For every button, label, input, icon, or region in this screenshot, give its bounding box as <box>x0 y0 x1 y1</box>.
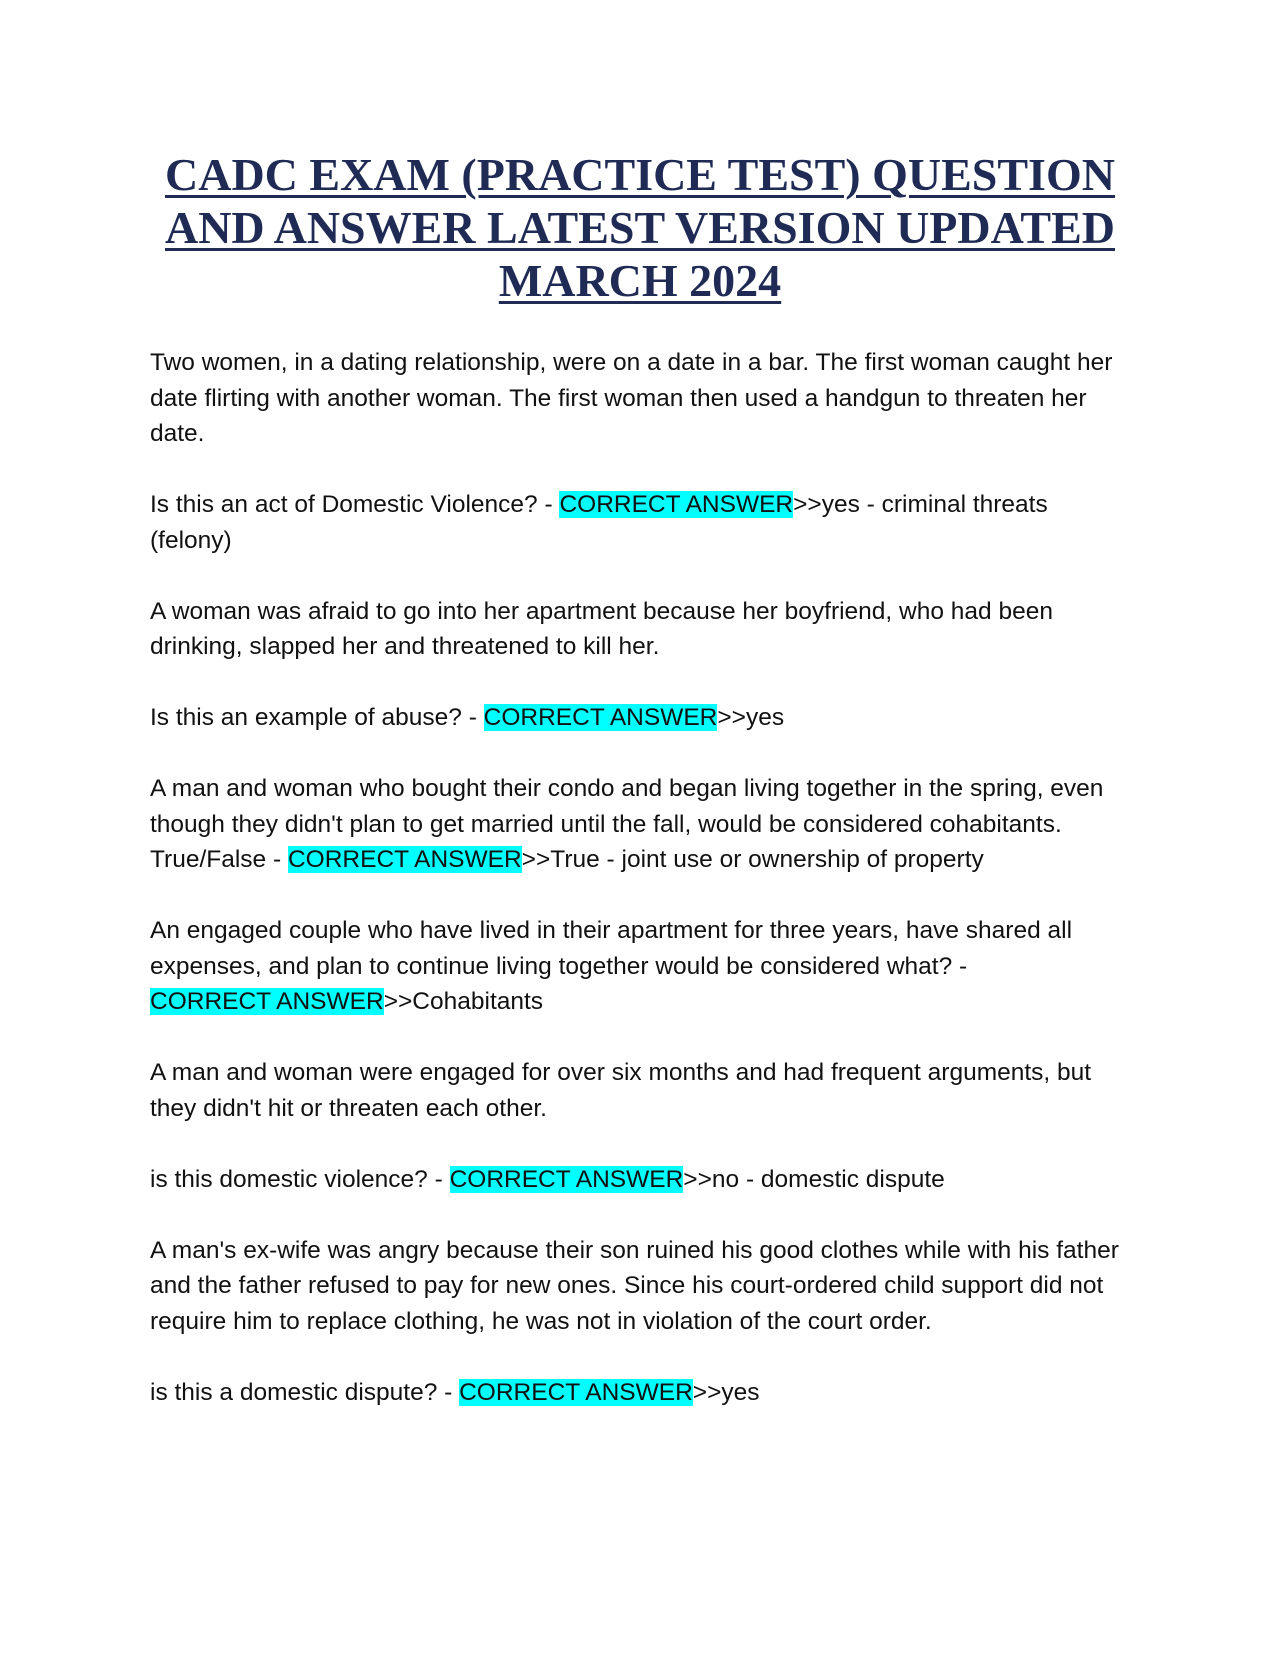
scenario-paragraph <box>150 1233 1135 1340</box>
scenario-paragraph <box>150 345 1135 452</box>
scenario-text: A woman was afraid to go into her apartment because her boyfriend, who had been drinking, slapped her and threatened to kill her. <box>150 597 1053 660</box>
scenario-paragraph <box>150 594 1135 665</box>
qa-paragraph <box>150 1375 1135 1411</box>
correct-answer-label: CORRECT ANSWER <box>449 1165 684 1193</box>
title-line-3: MARCH 2024 <box>498 255 782 306</box>
answer-text: >>True - joint use or ownership of property <box>521 846 984 873</box>
question-text: is this domestic violence? - <box>150 1165 450 1193</box>
answer-text: >>yes <box>692 1378 760 1406</box>
correct-answer-label: CORRECT ANSWER <box>459 1378 693 1406</box>
qa-paragraph <box>150 487 1135 558</box>
scenario-paragraph <box>150 1055 1135 1126</box>
question-text: Is this an act of Domestic Violence? - <box>150 491 560 518</box>
question-text: Is this an example of abuse? - <box>150 704 484 731</box>
correct-answer-label: CORRECT ANSWER <box>287 846 522 873</box>
title-line-1: CADC EXAM (PRACTICE TEST) QUESTION <box>165 149 1115 200</box>
qa-paragraph <box>150 771 1135 878</box>
answer-text: >>Cohabitants <box>383 988 544 1015</box>
correct-answer-label: CORRECT ANSWER <box>483 704 718 731</box>
document-body <box>150 345 1135 1446</box>
scenario-text: A man's ex-wife was angry because their son ruined his good clothes while with his father and the father refused to pay for new ones. Since his court-ordered child support did not require him to replace clothing, he was not in violation of the court order. <box>150 1236 1119 1335</box>
question-text: An engaged couple who have lived in their apartment for three years, have shared all expenses, and plan to continue living together would be considered what? - <box>150 917 1073 980</box>
correct-answer-label: CORRECT ANSWER <box>559 491 794 518</box>
answer-text: >>no - domestic dispute <box>683 1165 945 1193</box>
question-text: is this a domestic dispute? - <box>150 1378 460 1406</box>
document-title <box>150 148 1130 307</box>
question-text: A man and woman who bought their condo and began living together in the spring, even though they didn't plan to get married until the fall, would be considered cohabitants. True/False - <box>150 775 1104 873</box>
qa-paragraph <box>150 913 1135 1020</box>
qa-paragraph <box>150 1162 1135 1198</box>
scenario-text: A man and woman were engaged for over six months and had frequent arguments, but they didn't hit or threaten each other. <box>150 1059 1092 1122</box>
title-line-2: AND ANSWER LATEST VERSION UPDATED <box>164 202 1116 253</box>
scenario-text: Two women, in a dating relationship, were on a date in a bar. The first woman caught her date flirting with another woman. The first woman then used a handgun to threaten her date. <box>150 349 1113 447</box>
answer-text: >>yes <box>717 704 785 731</box>
answer-text: >>yes - criminal threats (felony) <box>150 491 1048 554</box>
qa-paragraph <box>150 700 1135 736</box>
correct-answer-label: CORRECT ANSWER <box>150 988 384 1015</box>
